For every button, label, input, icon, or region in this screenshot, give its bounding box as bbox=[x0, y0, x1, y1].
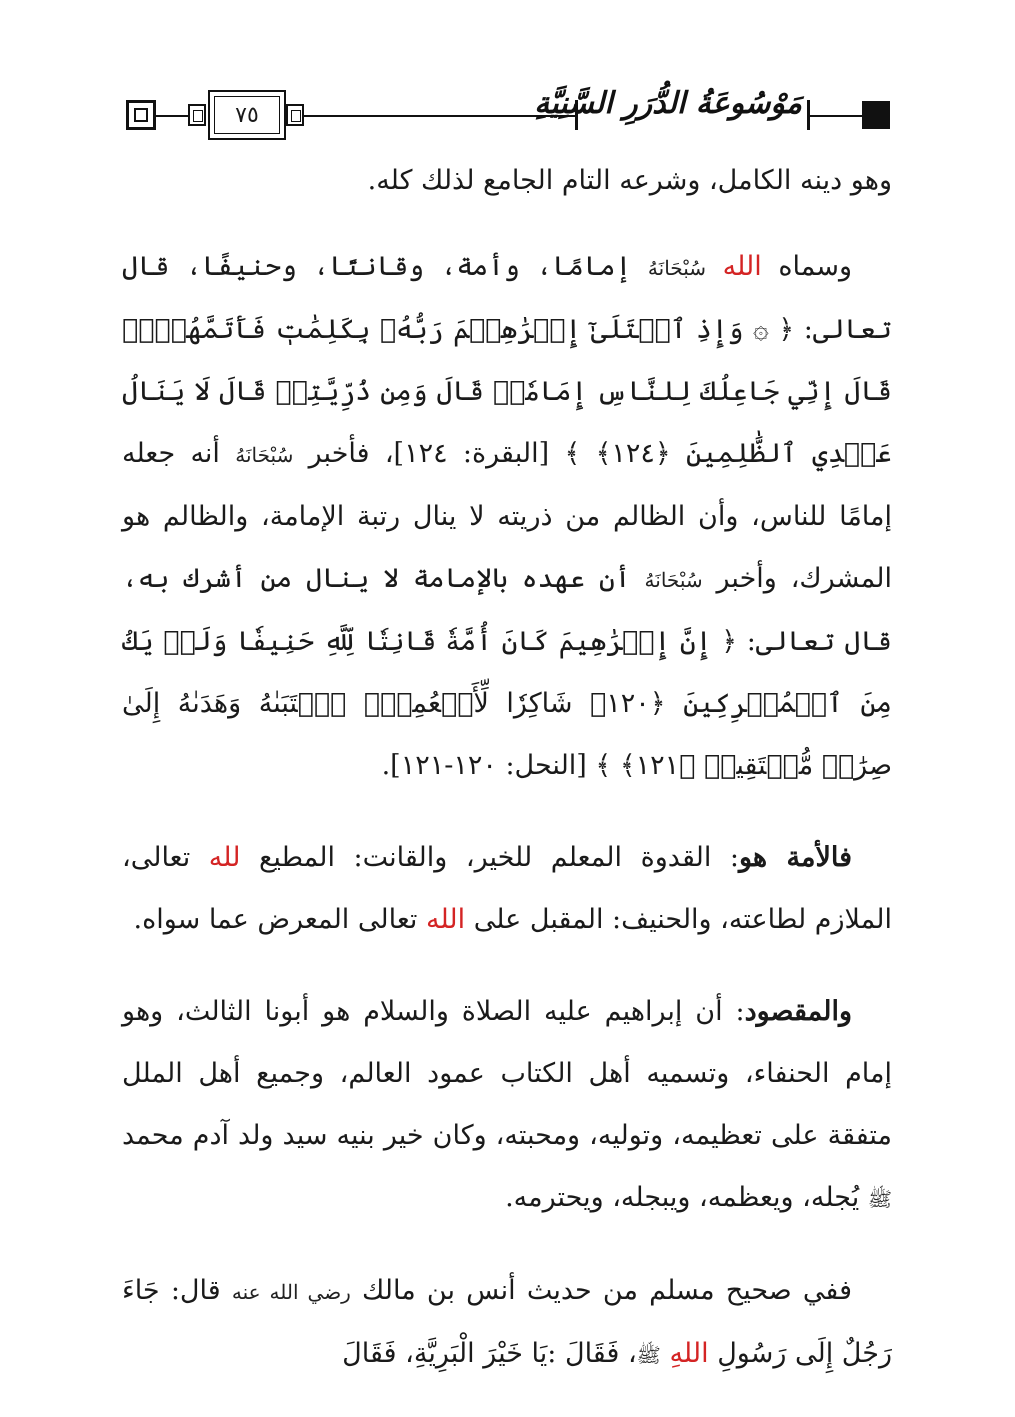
divine-name: اللهِ bbox=[669, 1338, 709, 1369]
hadith-text: جَاءَ رَجُلٌ إِلَى رَسُولِ bbox=[122, 1275, 892, 1369]
term-heading: والمقصود bbox=[744, 996, 852, 1027]
page-header bbox=[120, 78, 892, 154]
verse-reference: [النحل: ١٢٠-١٢١]. bbox=[381, 750, 587, 781]
divine-name: الله bbox=[425, 904, 466, 935]
term-heading: فالأمة هو bbox=[738, 842, 853, 873]
para4-text: : أن إبراهيم عليه الصلاة والسلام هو أبونا الثالث، وهو إمام الحنفاء، وتسميه أهل الكتاب عمود العالم، وجميع أهل الملل متفقة على تعظيمه، وتوليه، ومحبته، وكان خير بنيه سيد ولد آدم محمد bbox=[122, 996, 892, 1151]
paragraph-1 bbox=[122, 150, 892, 212]
ornament-knot-right bbox=[286, 104, 304, 126]
paragraph-4 bbox=[122, 981, 892, 1230]
para2-lead: وسماه bbox=[778, 251, 852, 282]
honorific: سُبْحَانَهُ bbox=[235, 443, 294, 467]
ornament-knot-left bbox=[188, 104, 206, 126]
para5-text: ففي صحيح مسلم من حديث أنس بن مالك bbox=[362, 1275, 852, 1306]
para3-text: : القدوة المعلم للخير، والقانت: المطيع bbox=[258, 842, 739, 873]
paragraph-3 bbox=[122, 827, 892, 951]
paragraph-5 bbox=[122, 1260, 892, 1386]
quran-verse-nahl: ﴿ إِنَّ إِبۡرَٰهِيمَ كَانَ أُمَّةٗ قَانِتٗا لِّلَّهِ حَنِيفٗا وَلَمۡ يَكُ مِنَ ٱلۡمُشۡرِكِينَ ﴿١٢٠﴾ شَاكِرٗا لِّأَنۡعُمِهِۚ ٱجۡتَبَىٰهُ وَهَدَىٰهُ إِلَىٰ صِرَٰطٖ مُّسۡتَقِيمٖ ﴿١٢١﴾ ﴾ bbox=[122, 626, 892, 781]
ornament-square-right bbox=[862, 101, 890, 129]
divine-name: لله bbox=[208, 842, 241, 873]
page-number: ٧٥ bbox=[235, 102, 259, 128]
hadith-text: ، فَقَالَ :يَا خَيْرَ الْبَرِيَّةِ، فَقَالَ bbox=[342, 1338, 637, 1369]
page-body bbox=[122, 150, 892, 1386]
paragraph-2 bbox=[122, 236, 892, 797]
divine-name: الله bbox=[722, 251, 762, 282]
verse-reference: [البقرة: ١٢٤]، فأخبر bbox=[308, 438, 550, 469]
honorific: رضي الله عنه bbox=[231, 1280, 351, 1304]
quran-verse-baqarah: ﴿ ۞ وَإِذِ ٱبۡتَلَىٰٓ إِبۡرَٰهِـۧمَ رَبُّهُۥ بِكَلِمَٰتٖ فَأَتَمَّهُنَّۖ قَالَ إِنِّي جَاعِلُكَ لِلنَّاسِ إِمَامٗاۖ قَالَ وَمِن ذُرِّيَّتِيۖ قَالَ لَا يَنَالُ عَهۡدِي ٱلظَّٰلِمِينَ ﴿١٢٤﴾ ﴾ bbox=[122, 314, 892, 469]
page-number-frame bbox=[208, 90, 286, 140]
para3-text: تعالى المعرض عما سواه. bbox=[133, 904, 418, 935]
honorific: ﷺ bbox=[636, 1343, 661, 1367]
header-rule-left bbox=[156, 115, 188, 117]
header-rule-right bbox=[810, 115, 862, 117]
paragraph-1-text: وهو دينه الكامل، وشرعه التام الجامع لذلك كله. bbox=[367, 165, 892, 196]
para2-text: أن عهده بالإمامة لا ينال من أشرك به، قال تعالى: bbox=[122, 563, 893, 657]
para4-text: يُجله، ويعظمه، ويبجله، ويحترمه. bbox=[505, 1182, 860, 1213]
para2-text: إمامًا، وأمة، وقانتًا، وحنيفًا، قال تعالى: bbox=[122, 251, 892, 345]
honorific: ﷺ bbox=[867, 1187, 892, 1211]
honorific: سُبْحَانَهُ bbox=[647, 256, 706, 280]
para5-text: قال: bbox=[170, 1275, 221, 1306]
series-title: مَوْسُوعَةُ الدُّرَرِ السَّنِيَّةِ bbox=[534, 86, 802, 121]
ornament-square-left-inner bbox=[134, 108, 148, 122]
honorific: سُبْحَانَهُ bbox=[644, 568, 703, 592]
para2-text: أنه جعله إمامًا للناس، وأن الظالم من ذريته لا ينال رتبة الإمامة، والظالم هو المشرك، وأخبر bbox=[122, 438, 892, 594]
para3-text: تعالى، الملازم لطاعته، والحنيف: المقبل على bbox=[122, 842, 892, 935]
